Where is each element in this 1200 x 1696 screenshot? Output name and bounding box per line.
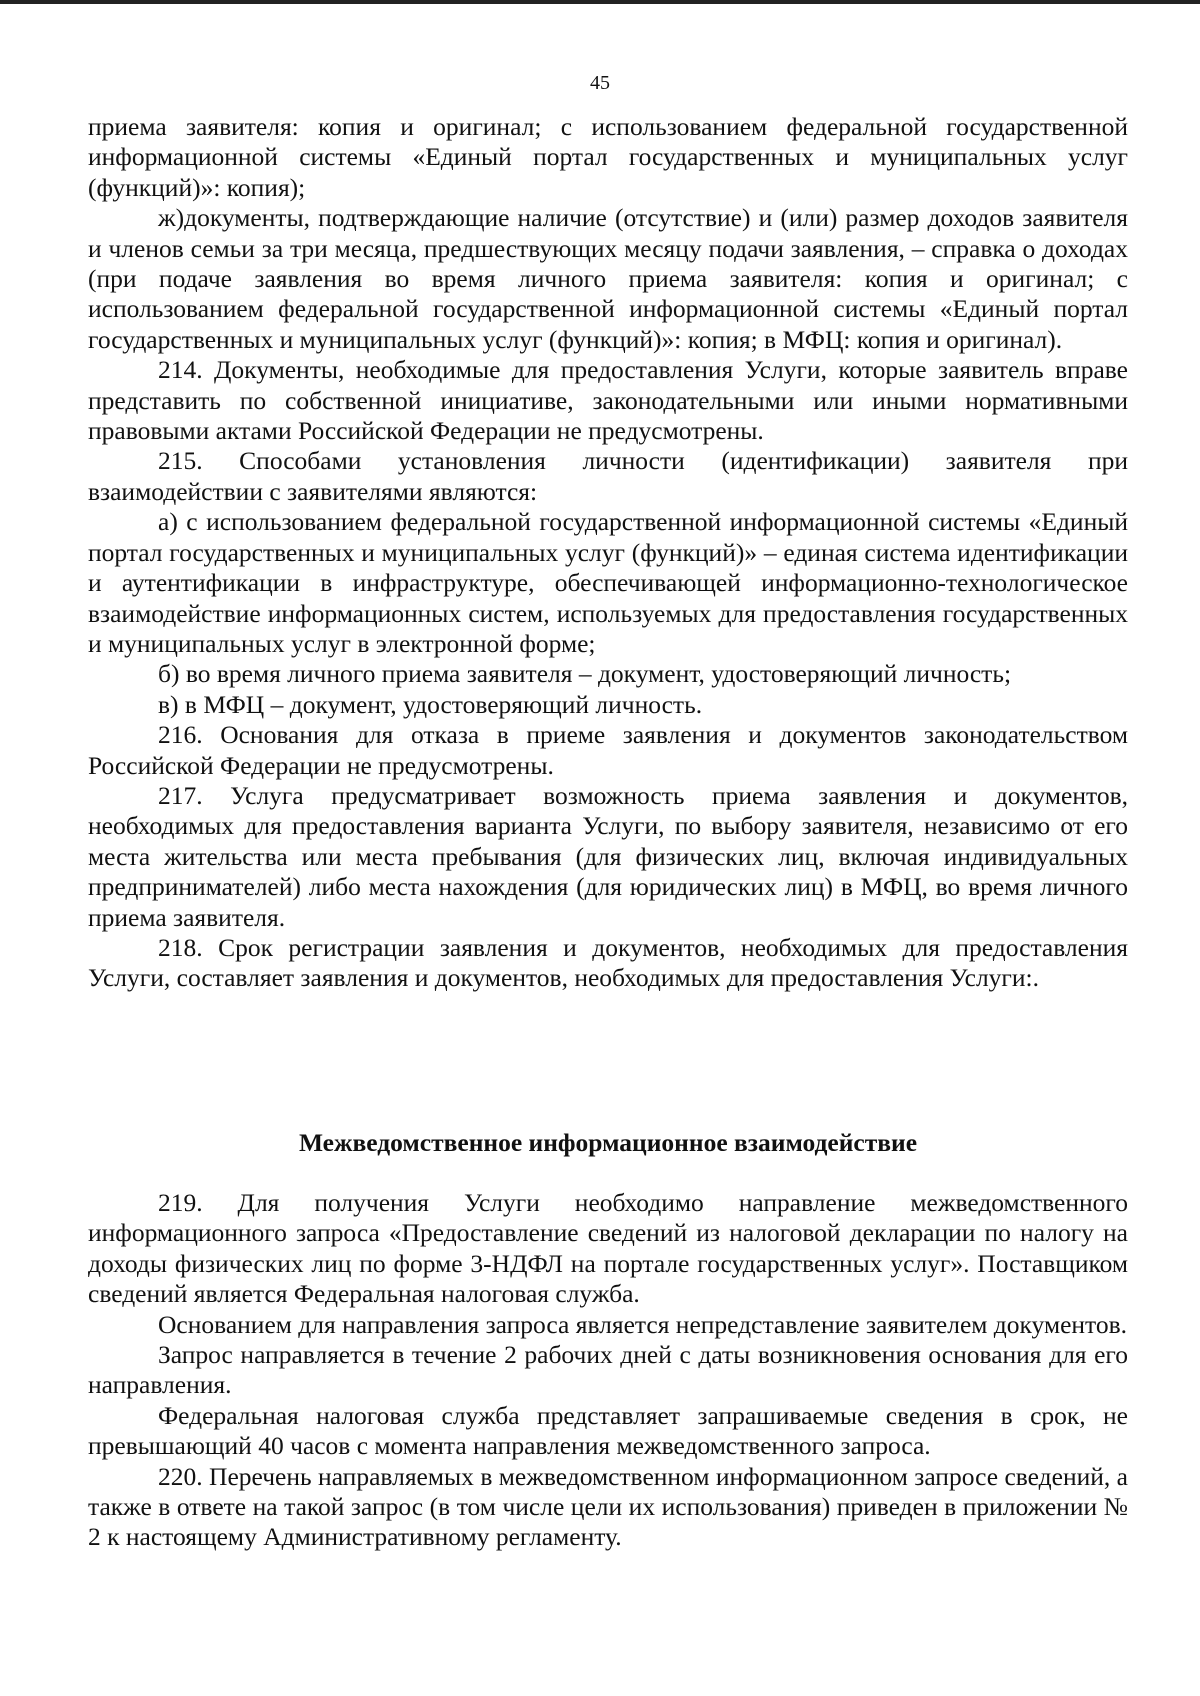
paragraph-215-v: в) в МФЦ – документ, удостоверяющий личность. [158, 689, 703, 719]
page-number: 45 [590, 72, 610, 94]
paragraph-220: 220. Перечень направляемых в межведомственном информационном запросе сведений, а также в ответе на такой запрос (в том числе цели их использования) приведен в приложении № 2 к настоящему Административному регламенту. [88, 1461, 1128, 1552]
paragraph-218: 218. Срок регистрации заявления и документов, необходимых для предоставления Услуги, составляет заявления и документов, необходимых для предоставления Услуги:. [88, 932, 1128, 993]
paragraph-219-basis: Основанием для направления запроса является непредставление заявителем документов. [158, 1309, 1128, 1339]
paragraph-219-timing: Запрос направляется в течение 2 рабочих дней с даты возникновения основания для его направления. [88, 1340, 1128, 1400]
paragraph-215: 215. Способами установления личности (идентификации) заявителя при взаимодействии с заявителями являются: [88, 446, 1128, 506]
paragraph-216: 216. Основания для отказа в приеме заявления и документов законодательством Российской Федерации не предусмотрены. [88, 720, 1128, 780]
paragraph-215-a: а) с использованием федеральной государственной информационной системы «Единый портал государственных и муниципальных услуг (функций)» – единая система идентификации и аутентификации в инфраструктуре, обеспечивающей информационно-технологическое взаимодействие информационных систем, используемых для предоставления государственных и муниципальных услуг в электронной форме; [88, 507, 1128, 658]
document-body [88, 112, 1128, 994]
section-body [88, 1188, 1128, 1553]
paragraph-219-response: Федеральная налоговая служба представляет запрашиваемые сведения в срок, не превышающий 40 часов с момента направления межведомственного запроса. [88, 1400, 1128, 1461]
section-heading: Межведомственное информационное взаимодействие [298, 1128, 918, 1157]
paragraph-217: 217. Услуга предусматривает возможность приема заявления и документов, необходимых для предоставления варианта Услуги, по выбору заявителя, независимо от его места жительства или места пребывания (для физических лиц, включая индивидуальных предпринимателей) либо места нахождения (для юридических лиц) в МФЦ, во время личного приема заявителя. [88, 780, 1128, 932]
paragraph-215-b: б) во время личного приема заявителя – документ, удостоверяющий личность; [158, 659, 1012, 689]
top-border-line [0, 0, 1200, 4]
paragraph-continuation: приема заявителя: копия и оригинал; с использованием федеральной государственной информационной системы «Единый портал государственных и муниципальных услуг (функций)»: копия); [88, 112, 1128, 202]
paragraph-219: 219. Для получения Услуги необходимо направление межведомственного информационного запроса «Предоставление сведений из налоговой декларации по налогу на доходы физических лиц по форме 3-НДФЛ на портале государственных услуг». Поставщиком сведений является Федеральная налоговая служба. [88, 1188, 1128, 1309]
paragraph-214: 214. Документы, необходимые для предоставления Услуги, которые заявитель вправе представить по собственной инициативе, законодательными или иными нормативными правовыми актами Российской Федерации не предусмотрены. [88, 355, 1128, 446]
paragraph-item-zh: ж)документы, подтверждающие наличие (отсутствие) и (или) размер доходов заявителя и членов семьи за три месяца, предшествующих месяцу подачи заявления, – справка о доходах (при подаче заявления во время личного приема заявителя: копия и оригинал; с использованием федеральной государственной информационной системы «Единый портал государственных и муниципальных услуг (функций)»: копия; в МФЦ: копия и оригинал). [88, 203, 1128, 354]
